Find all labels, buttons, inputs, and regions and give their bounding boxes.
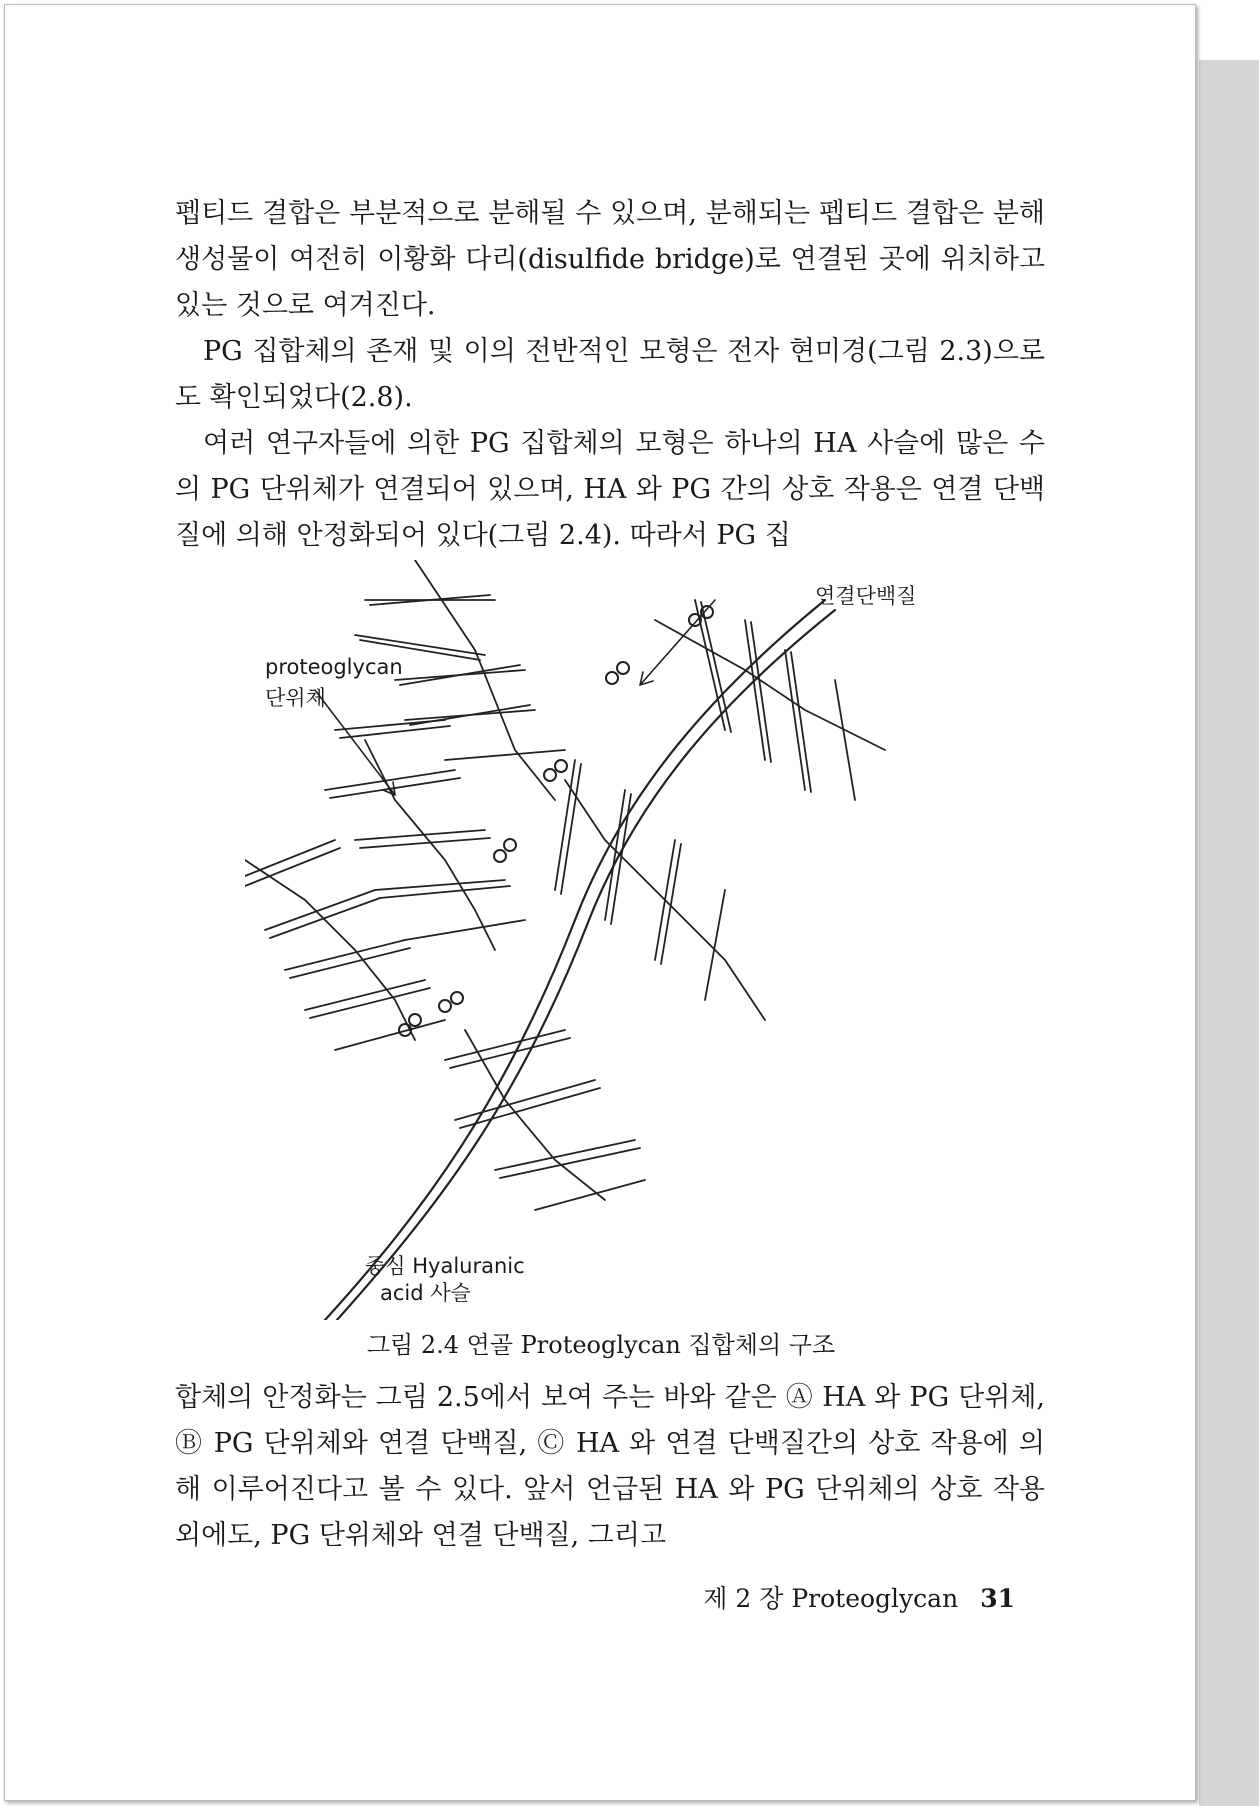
paragraph-3: 여러 연구자들에 의한 PG 집합체의 모형은 하나의 HA 사슬에 많은 수의 PG 단위체가 연결되어 있으며, HA 와 PG 간의 상호 작용은 연결 단백질에 의해 안정화되어 있다(그림 2.4). 따라서 PG 집	[175, 428, 1045, 551]
paragraph-1: 펩티드 결합은 부분적으로 분해될 수 있으며, 분해되는 펩티드 결합은 분해 생성물이 여전히 이황화 다리(disulfide bridge)로 연결된 곳에 위치하고 있는 것으로 여겨진다.	[175, 198, 1045, 321]
ha-chain-line-2	[337, 610, 835, 1320]
link-protein-loops	[399, 606, 713, 1036]
pg-unit-left-lower	[245, 840, 445, 1050]
proteoglycan-aggregate-figure	[245, 560, 1005, 1320]
paragraph-4: 합체의 안정화는 그림 2.5에서 보여 주는 바와 같은 Ⓐ HA 와 PG 단위체, Ⓑ PG 단위체와 연결 단백질, Ⓒ HA 와 연결 단백질간의 상호 작용에 의해 이루어진다고 볼 수 있다. 앞서 언급된 HA 와 PG 단위체의 상호 작용 외에도, PG 단위체와 연결 단백질, 그리고	[175, 1382, 1045, 1551]
ha-chain-line	[325, 600, 825, 1320]
book-side-edge	[1199, 0, 1259, 1806]
book-edge-gap	[1199, 0, 1259, 60]
figure-caption: 그림 2.4 연골 Proteoglycan 집합체의 구조	[366, 1331, 836, 1359]
pg-unit-top	[355, 560, 565, 800]
label-pg-unit-2: 단위체	[265, 686, 326, 710]
pg-unit-bottom	[445, 1030, 645, 1210]
page-number: 31	[980, 1584, 1015, 1613]
pg-unit-pointer	[315, 690, 395, 795]
link-protein-pointer	[640, 600, 715, 685]
label-ha-1: 중심 Hyaluranic	[365, 1254, 525, 1278]
chapter-title: 제 2 장 Proteoglycan	[703, 1584, 959, 1613]
book-page	[4, 4, 1196, 1801]
page-footer	[703, 1579, 1015, 1615]
label-ha-2: acid 사슬	[380, 1281, 471, 1305]
label-pg-unit-1: proteoglycan	[265, 655, 403, 679]
paragraph-2: PG 집합체의 존재 및 이의 전반적인 모형은 전자 현미경(그림 2.3)으로도 확인되었다(2.8).	[175, 336, 1045, 413]
pg-unit-left-upper	[325, 720, 525, 950]
body-text-bottom	[175, 1375, 1045, 1559]
label-link-protein: 연결단백질	[815, 584, 917, 608]
body-text-top	[175, 191, 1045, 559]
